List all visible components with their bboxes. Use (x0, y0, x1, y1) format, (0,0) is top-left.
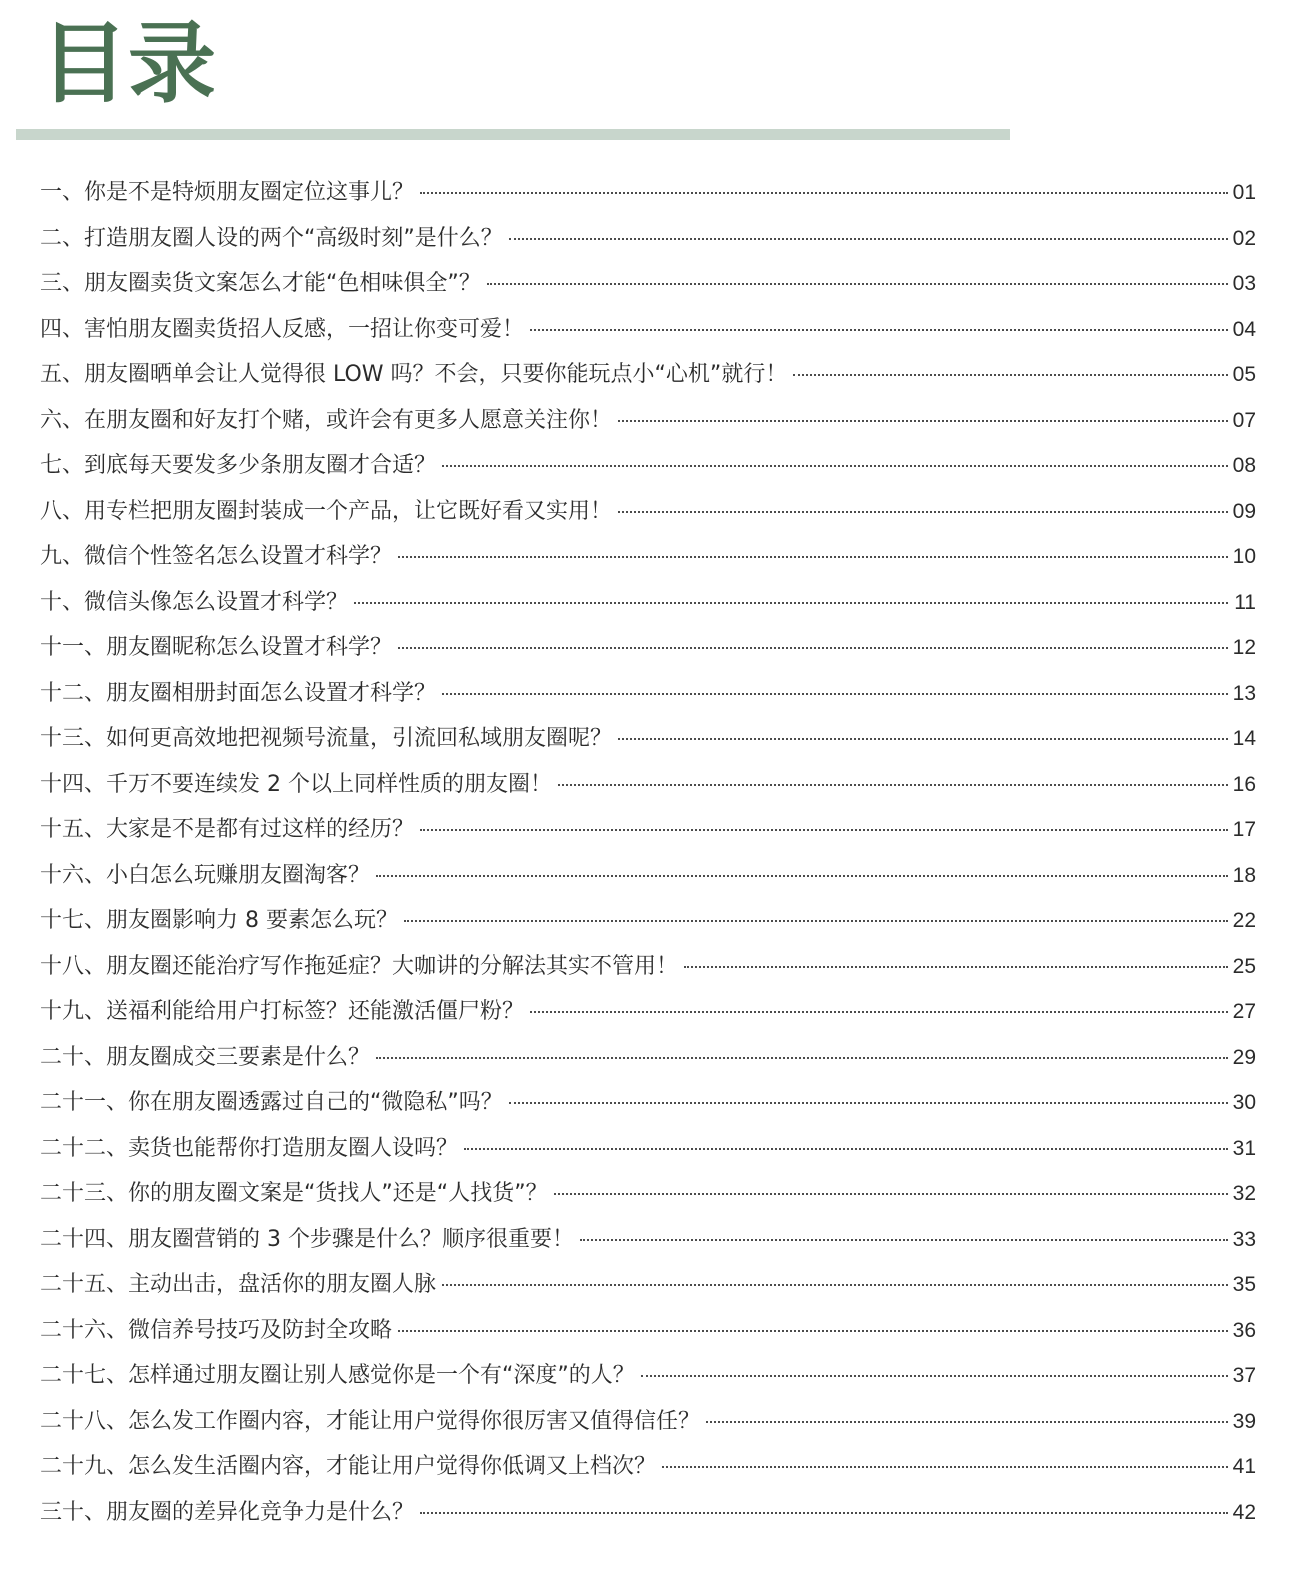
toc-entry-page: 30 (1232, 1091, 1256, 1114)
dot-leader (420, 1512, 1228, 1514)
toc-entry-page: 13 (1232, 681, 1256, 705)
toc-entry-4[interactable] (40, 307, 1256, 353)
toc-entry-page: 02 (1232, 226, 1256, 250)
toc-entry-13[interactable] (40, 716, 1256, 762)
toc-entry-title: 十二、朋友圈相册封面怎么设置才科学？ (40, 680, 437, 706)
toc-entry-page: 04 (1232, 317, 1256, 341)
toc-entry-22[interactable] (40, 1126, 1256, 1172)
toc-entry-title: 十一、朋友圈昵称怎么设置才科学？ (40, 635, 393, 660)
dot-leader (420, 829, 1228, 831)
toc-entry-page: 35 (1232, 1273, 1256, 1296)
page-title: 目录 (40, 12, 217, 115)
dot-leader (618, 420, 1228, 422)
toc-entry-title: 二十八、怎么发工作圈内容，才能让用户觉得你很厉害又值得信任？ (40, 1408, 701, 1434)
toc-entry-23[interactable] (40, 1171, 1256, 1217)
dot-leader (509, 1102, 1228, 1104)
toc-entry-page: 05 (1232, 363, 1256, 386)
toc-entry-30[interactable] (40, 1490, 1256, 1536)
toc-entry-6[interactable] (40, 398, 1256, 444)
dot-leader (580, 1239, 1228, 1241)
toc-entry-title: 一、你是不是特烦朋友圈定位这事儿？ (40, 180, 415, 205)
dot-leader (398, 647, 1228, 649)
toc-entry-page: 36 (1232, 1318, 1256, 1342)
toc-entry-title: 四、害怕朋友圈卖货招人反感，一招让你变可爱！ (40, 316, 525, 342)
toc-entry-page: 41 (1232, 1455, 1256, 1478)
dot-leader (442, 693, 1228, 695)
toc-entry-page: 01 (1232, 181, 1256, 204)
toc-entry-page: 32 (1232, 1182, 1256, 1205)
toc-entry-page: 11 (1234, 590, 1256, 614)
toc-entry-18[interactable] (40, 944, 1256, 990)
toc-entry-12[interactable] (40, 671, 1256, 717)
toc-entry-11[interactable] (40, 625, 1256, 671)
toc-entry-title: 二十、朋友圈成交三要素是什么？ (40, 1044, 371, 1070)
toc-entry-title: 十三、如何更高效地把视频号流量，引流回私域朋友圈呢？ (40, 726, 613, 751)
toc-entry-title: 二、打造朋友圈人设的两个“高级时刻”是什么？ (40, 225, 503, 251)
dot-leader (487, 283, 1228, 285)
title-underline-bar (16, 129, 1010, 140)
toc-entry-title: 二十一、你在朋友圈透露过自己的“微隐私”吗？ (40, 1090, 503, 1115)
dot-leader (420, 192, 1228, 194)
toc-entry-24[interactable] (40, 1217, 1256, 1263)
dot-leader (558, 784, 1228, 786)
toc-entry-title: 二十二、卖货也能帮你打造朋友圈人设吗？ (40, 1135, 459, 1161)
dot-leader (618, 511, 1228, 513)
toc-entry-title: 十五、大家是不是都有过这样的经历？ (40, 817, 415, 842)
toc-entry-title: 二十四、朋友圈营销的 3 个步骤是什么？顺序很重要！ (40, 1226, 574, 1252)
dot-leader (398, 1330, 1228, 1332)
toc-entry-title: 三十、朋友圈的差异化竞争力是什么？ (40, 1499, 415, 1525)
toc-entry-2[interactable] (40, 216, 1256, 262)
toc-entry-page: 09 (1232, 499, 1256, 523)
dot-leader (793, 374, 1228, 376)
toc-entry-title: 二十六、微信养号技巧及防封全攻略 (40, 1317, 393, 1343)
toc-entry-page: 42 (1232, 1500, 1256, 1524)
toc-entry-9[interactable] (40, 534, 1256, 580)
dot-leader (398, 556, 1228, 558)
toc-entry-title: 六、在朋友圈和好友打个赌，或许会有更多人愿意关注你！ (40, 407, 613, 433)
toc-entry-title: 二十七、怎样通过朋友圈让别人感觉你是一个有“深度”的人？ (40, 1363, 635, 1388)
toc-entry-title: 十四、千万不要连续发 2 个以上同样性质的朋友圈！ (40, 771, 552, 797)
toc-entry-page: 22 (1232, 909, 1256, 932)
toc-entry-title: 二十九、怎么发生活圈内容，才能让用户觉得你低调又上档次？ (40, 1454, 657, 1479)
dot-leader (376, 875, 1228, 877)
toc-entry-15[interactable] (40, 807, 1256, 853)
toc-entry-25[interactable] (40, 1262, 1256, 1308)
toc-entry-page: 33 (1232, 1227, 1256, 1251)
toc-entry-20[interactable] (40, 1035, 1256, 1081)
toc-entry-title: 十六、小白怎么玩赚朋友圈淘客？ (40, 862, 371, 888)
toc-entry-16[interactable] (40, 853, 1256, 899)
toc-entry-page: 27 (1232, 1000, 1256, 1023)
dot-leader (509, 238, 1228, 240)
toc-entry-19[interactable] (40, 989, 1256, 1035)
dot-leader (684, 966, 1228, 968)
toc-entry-1[interactable] (40, 170, 1256, 216)
toc-entry-title: 十九、送福利能给用户打标签？还能激活僵尸粉？ (40, 999, 525, 1024)
dot-leader (376, 1057, 1228, 1059)
toc-entry-title: 五、朋友圈晒单会让人觉得很 LOW 吗？不会，只要你能玩点小“心机”就行！ (40, 362, 788, 387)
toc-entry-page: 31 (1232, 1136, 1256, 1160)
toc-entry-21[interactable] (40, 1080, 1256, 1126)
dot-leader (662, 1466, 1228, 1468)
toc-entry-page: 10 (1232, 545, 1256, 568)
toc-entry-title: 十八、朋友圈还能治疗写作拖延症？大咖讲的分解法其实不管用！ (40, 953, 679, 979)
toc-entry-page: 03 (1232, 272, 1256, 295)
toc-entry-title: 二十三、你的朋友圈文案是“货找人”还是“人找货”？ (40, 1181, 548, 1206)
table-of-contents (40, 170, 1256, 1535)
dot-leader (554, 1193, 1228, 1195)
toc-entry-page: 18 (1232, 863, 1256, 887)
dot-leader (530, 1011, 1228, 1013)
toc-entry-7[interactable] (40, 443, 1256, 489)
toc-entry-page: 17 (1232, 818, 1256, 841)
toc-entry-10[interactable] (40, 580, 1256, 626)
toc-entry-title: 九、微信个性签名怎么设置才科学？ (40, 544, 393, 569)
toc-entry-17[interactable] (40, 898, 1256, 944)
dot-leader (464, 1148, 1228, 1150)
toc-entry-page: 25 (1232, 954, 1256, 978)
toc-entry-page: 08 (1232, 454, 1256, 477)
toc-entry-page: 37 (1232, 1364, 1256, 1387)
toc-entry-26[interactable] (40, 1308, 1256, 1354)
toc-entry-page: 16 (1232, 772, 1256, 796)
toc-entry-27[interactable] (40, 1353, 1256, 1399)
toc-entry-title: 二十五、主动出击，盘活你的朋友圈人脉 (40, 1272, 437, 1297)
toc-entry-title: 八、用专栏把朋友圈封装成一个产品，让它既好看又实用！ (40, 498, 613, 524)
dot-leader (442, 465, 1228, 467)
toc-entry-29[interactable] (40, 1444, 1256, 1490)
toc-entry-14[interactable] (40, 762, 1256, 808)
toc-entry-8[interactable] (40, 489, 1256, 535)
dot-leader (618, 738, 1228, 740)
toc-entry-page: 07 (1232, 408, 1256, 432)
dot-leader (641, 1375, 1228, 1377)
toc-entry-page: 29 (1232, 1045, 1256, 1069)
toc-entry-28[interactable] (40, 1399, 1256, 1445)
dot-leader (530, 329, 1228, 331)
toc-entry-3[interactable] (40, 261, 1256, 307)
toc-entry-title: 十、微信头像怎么设置才科学？ (40, 589, 349, 615)
toc-entry-page: 39 (1232, 1409, 1256, 1433)
dot-leader (442, 1284, 1228, 1286)
dot-leader (404, 920, 1228, 922)
dot-leader (354, 602, 1228, 604)
toc-entry-title: 七、到底每天要发多少条朋友圈才合适？ (40, 453, 437, 478)
toc-entry-title: 十七、朋友圈影响力 8 要素怎么玩？ (40, 908, 398, 933)
dot-leader (706, 1421, 1228, 1423)
toc-entry-page: 12 (1232, 636, 1256, 659)
toc-entry-page: 14 (1232, 727, 1256, 750)
toc-entry-5[interactable] (40, 352, 1256, 398)
toc-entry-title: 三、朋友圈卖货文案怎么才能“色相味俱全”？ (40, 271, 481, 296)
